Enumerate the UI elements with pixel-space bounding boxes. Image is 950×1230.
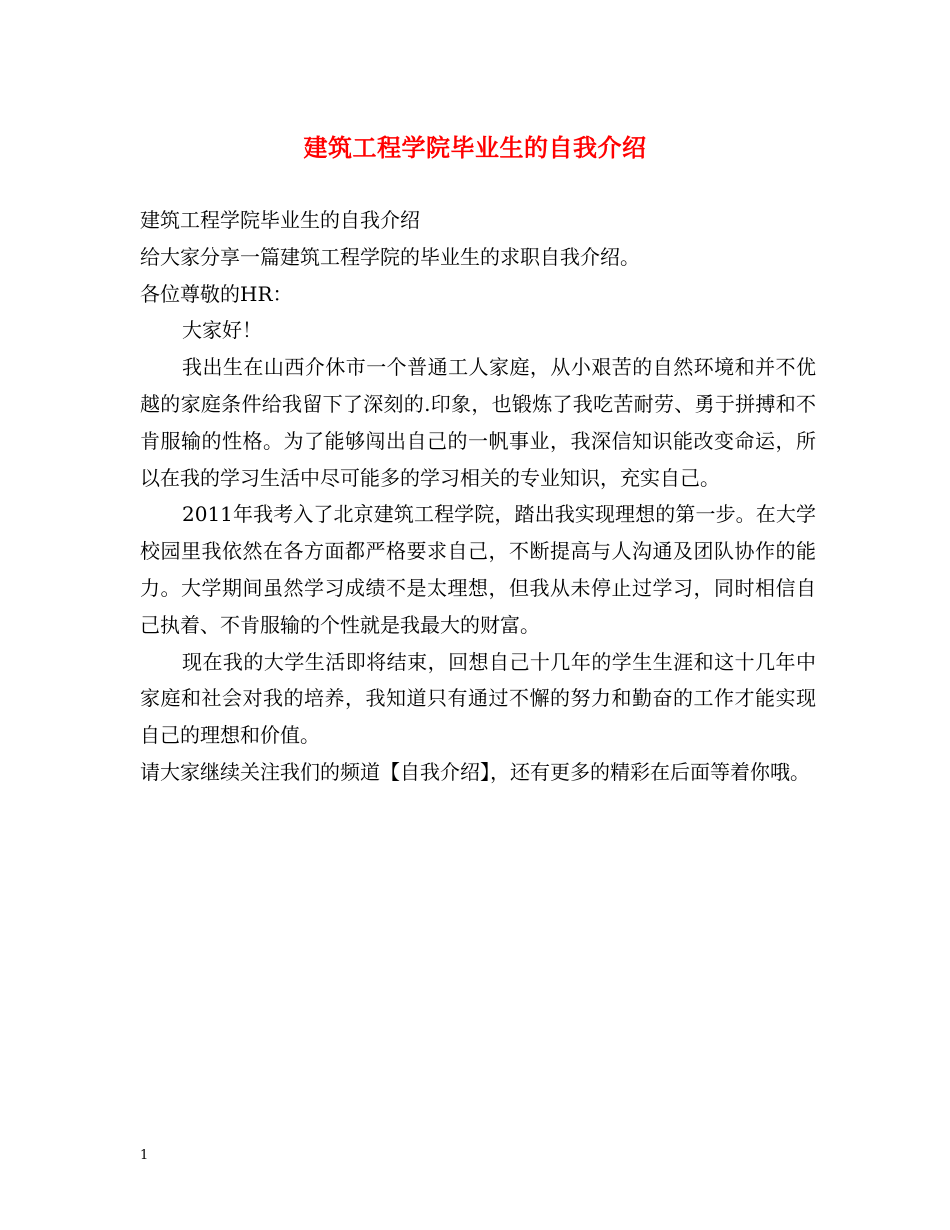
paragraph-conclusion: 现在我的大学生活即将结束，回想自己十几年的学生生涯和这十几年中家庭和社会对我的培养，我知道只有通过不懈的努力和勤奋的工作才能实现自己的理想和价值。 xyxy=(140,649,816,748)
document-title: 建筑工程学院毕业生的自我介绍 xyxy=(303,134,647,162)
paragraph-university: 2011年我考入了北京建筑工程学院，踏出我实现理想的第一步。在大学校园里我依然在各方面都严格要求自己，不断提高与人沟通及团队协作的能力。大学期间虽然学习成绩不是太理想，但我从未停止过学习，同时相信自己执着、不肯服输的个性就是我最大的财富。 xyxy=(140,502,816,637)
paragraph-channel-note: 请大家继续关注我们的频道【自我介绍】，还有更多的精彩在后面等着你哦。 xyxy=(140,759,810,784)
paragraph-background: 我出生在山西介休市一个普通工人家庭，从小艰苦的自然环境和并不优越的家庭条件给我留下了深刻的.印象，也锻炼了我吃苦耐劳、勇于拼搏和不肯服输的性格。为了能够闯出自己的一帆事业，我深信知识能改变命运，所以在我的学习生活中尽可能多的学习相关的专业知识，充实自己。 xyxy=(140,355,816,490)
page-number: 1 xyxy=(140,1148,149,1163)
paragraph-subtitle: 建筑工程学院毕业生的自我介绍 xyxy=(140,208,420,232)
paragraph-intro: 给大家分享一篇建筑工程学院的毕业生的求职自我介绍。 xyxy=(140,244,640,269)
paragraph-salutation: 各位尊敬的HR： xyxy=(140,281,293,306)
paragraph-greeting: 大家好！ xyxy=(182,318,262,343)
document-body xyxy=(140,202,816,791)
